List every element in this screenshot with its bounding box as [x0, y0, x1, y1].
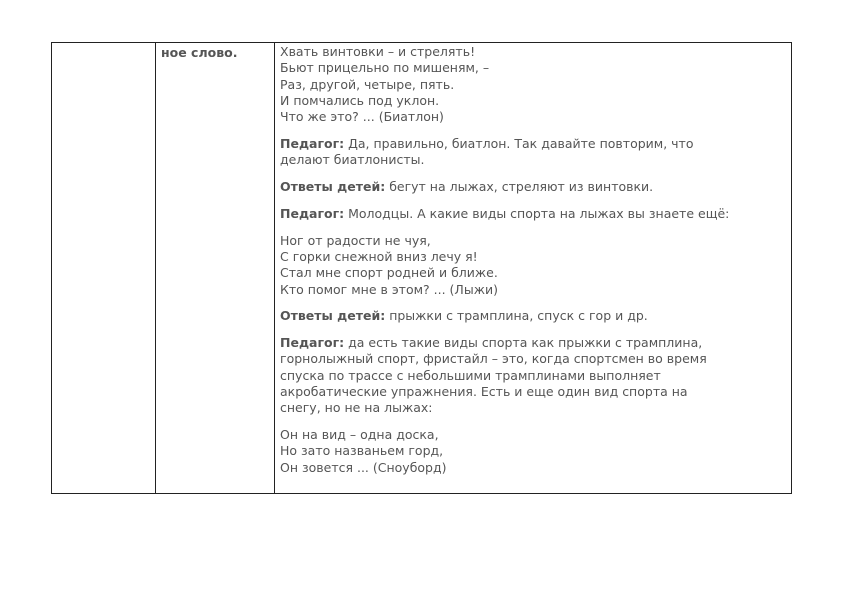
speaker-label: Педагог: — [280, 205, 345, 221]
table-cell-content — [275, 43, 791, 493]
children-answer-1 — [280, 179, 785, 195]
poem-line: Раз, другой, четыре, пять. — [280, 76, 455, 92]
teacher-remark-3 — [280, 335, 785, 416]
remark-text: Да, правильно, биатлон. Так давайте повторим, что — [344, 135, 694, 151]
answer-text: бегут на лыжах, стреляют из винтовки. — [385, 179, 654, 195]
poem-line: Он зовется ... (Сноуборд) — [280, 459, 447, 475]
table-cell-stage — [156, 43, 275, 493]
poem-line: Хвать винтовки – и стрелять! — [280, 44, 476, 59]
speaker-label: Педагог: — [280, 335, 345, 351]
remark-text: горнолыжный спорт, фристайл – это, когда спортсмен во время — [280, 351, 707, 367]
teacher-remark-1 — [280, 136, 785, 169]
teacher-remark-2 — [280, 206, 785, 222]
poem-line: Ног от радости не чуя, — [280, 232, 431, 248]
remark-text: да есть такие виды спорта как прыжки с трамплина, — [344, 335, 703, 351]
remark-text: делают биатлонисты. — [280, 152, 425, 168]
riddle-skis — [280, 233, 785, 298]
remark-text: акробатические упражнения. Есть и еще один вид спорта на — [280, 384, 688, 400]
poem-line: Бьют прицельно по мишеням, – — [280, 60, 490, 76]
table-cell-empty — [52, 43, 156, 493]
poem-line: Кто помог мне в этом? ... (Лыжи) — [280, 281, 498, 297]
poem-line: Что же это? ... (Биатлон) — [280, 109, 444, 125]
riddle-biathlon — [280, 44, 785, 125]
lesson-table — [51, 42, 792, 494]
remark-text: снегу, но не на лыжах: — [280, 400, 433, 416]
speaker-label: Ответы детей: — [280, 308, 386, 324]
riddle-snowboard — [280, 427, 785, 476]
stage-text: ное слово. — [161, 45, 238, 60]
remark-text: Молодцы. А какие виды спорта на лыжах вы знаете ещё: — [344, 205, 730, 221]
poem-line: Стал мне спорт родней и ближе. — [280, 265, 498, 281]
poem-line: Но зато названьем горд, — [280, 443, 444, 459]
speaker-label: Ответы детей: — [280, 179, 386, 195]
speaker-label: Педагог: — [280, 135, 345, 151]
poem-line: С горки снежной вниз лечу я! — [280, 248, 478, 264]
poem-line: Он на вид – одна доска, — [280, 427, 439, 443]
answer-text: прыжки с трамплина, спуск с гор и др. — [385, 308, 648, 324]
poem-line: И помчались под уклон. — [280, 92, 440, 108]
remark-text: спуска по трассе с небольшими трамплинами выполняет — [280, 367, 661, 383]
children-answer-2 — [280, 308, 785, 324]
